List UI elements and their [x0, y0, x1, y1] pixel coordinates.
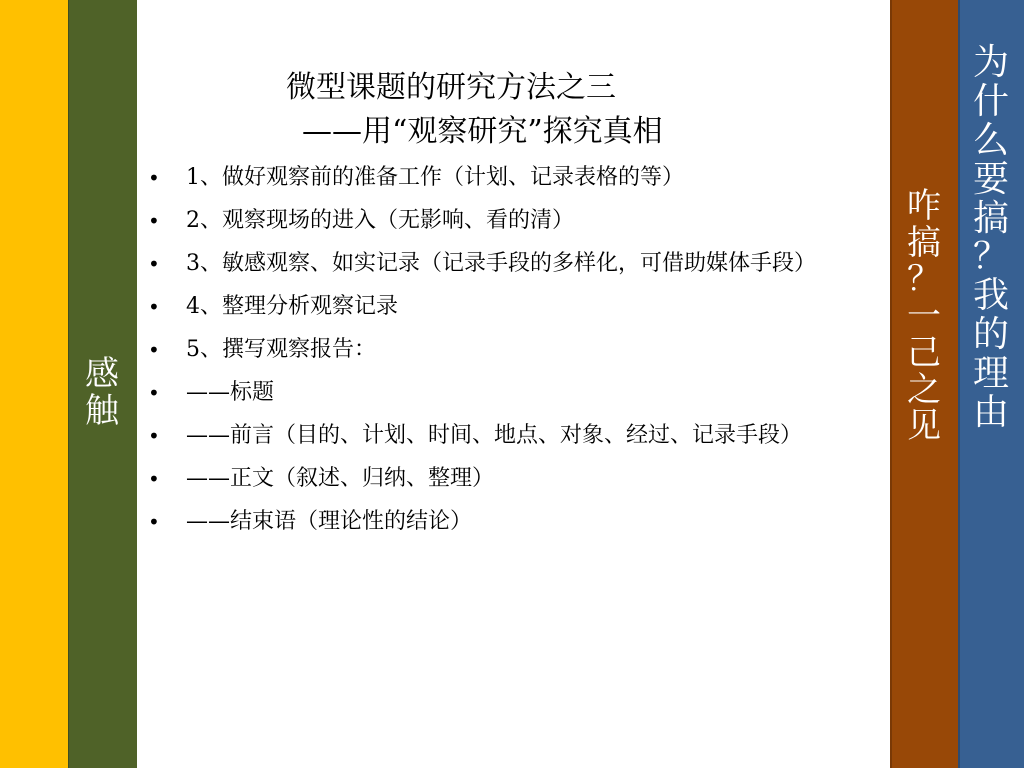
- title-line-1: 微型课题的研究方法之三: [286, 70, 616, 105]
- brown-label-char: 己: [907, 332, 941, 373]
- blue-label-char: ？: [972, 236, 1009, 278]
- list-item-text: 5、撰写观察报告：: [186, 337, 376, 362]
- list-item: [140, 420, 870, 452]
- green-label-char: 感: [85, 354, 119, 394]
- list-item: [140, 248, 870, 280]
- brown-label-char: 见: [907, 406, 941, 447]
- bullet-dot-icon: •: [148, 467, 160, 491]
- blue-label-char: 的: [972, 314, 1009, 356]
- list-item: [140, 377, 870, 409]
- list-item-text: ——前言（目的、计划、时间、地点、对象、经过、记录手段）: [186, 423, 803, 448]
- bullet-dot-icon: •: [148, 510, 160, 534]
- bullet-dot-icon: •: [148, 209, 160, 233]
- list-item: [140, 205, 870, 237]
- blue-label-char: 由: [972, 391, 1009, 433]
- blue-label-char: 为: [972, 42, 1009, 83]
- list-item-text: ——正文（叙述、归纳、整理）: [186, 466, 495, 491]
- list-item: [140, 506, 870, 538]
- title-line-2: ——用“观察研究”探究真相: [302, 114, 663, 149]
- list-item: [140, 463, 870, 495]
- list-item: [140, 291, 870, 323]
- brown-label-char: 之: [907, 369, 941, 410]
- blue-label-char: 理: [972, 353, 1009, 394]
- green-label-char: 触: [85, 390, 119, 431]
- bullet-dot-icon: •: [148, 424, 160, 448]
- brown-label-char: ？: [907, 259, 941, 300]
- blue-label-char: 要: [972, 158, 1009, 200]
- list-item-text: 4、整理分析观察记录: [186, 294, 398, 319]
- brown-label-char: 一: [907, 296, 941, 337]
- bullet-dot-icon: •: [148, 252, 160, 276]
- list-item: [140, 334, 870, 366]
- slide-title: [150, 66, 880, 154]
- blue-label-char: 我: [972, 275, 1009, 317]
- yellow-side-band: [0, 0, 68, 768]
- bullet-dot-icon: •: [148, 338, 160, 362]
- brown-label-char: 咋: [907, 186, 941, 226]
- blue-label-char: 什: [972, 80, 1009, 122]
- bullet-list: [140, 162, 870, 549]
- list-item: [140, 162, 870, 194]
- bullet-dot-icon: •: [148, 166, 160, 190]
- blue-label-char: 么: [972, 119, 1009, 161]
- green-vertical-label: [68, 356, 136, 429]
- brown-vertical-label: [890, 188, 958, 445]
- blue-vertical-label: [958, 44, 1024, 433]
- bullet-dot-icon: •: [148, 381, 160, 405]
- list-item-text: 1、做好观察前的准备工作（计划、记录表格的等）: [186, 165, 684, 190]
- list-item-text: ——结束语（理论性的结论）: [186, 509, 473, 534]
- list-item-text: 3、敏感观察、如实记录（记录手段的多样化，可借助媒体手段）: [186, 251, 816, 276]
- brown-label-char: 搞: [907, 222, 941, 263]
- blue-label-char: 搞: [972, 197, 1009, 239]
- list-item-text: ——标题: [186, 380, 275, 405]
- bullet-dot-icon: •: [148, 295, 160, 319]
- list-item-text: 2、观察现场的进入（无影响、看的清）: [186, 208, 574, 233]
